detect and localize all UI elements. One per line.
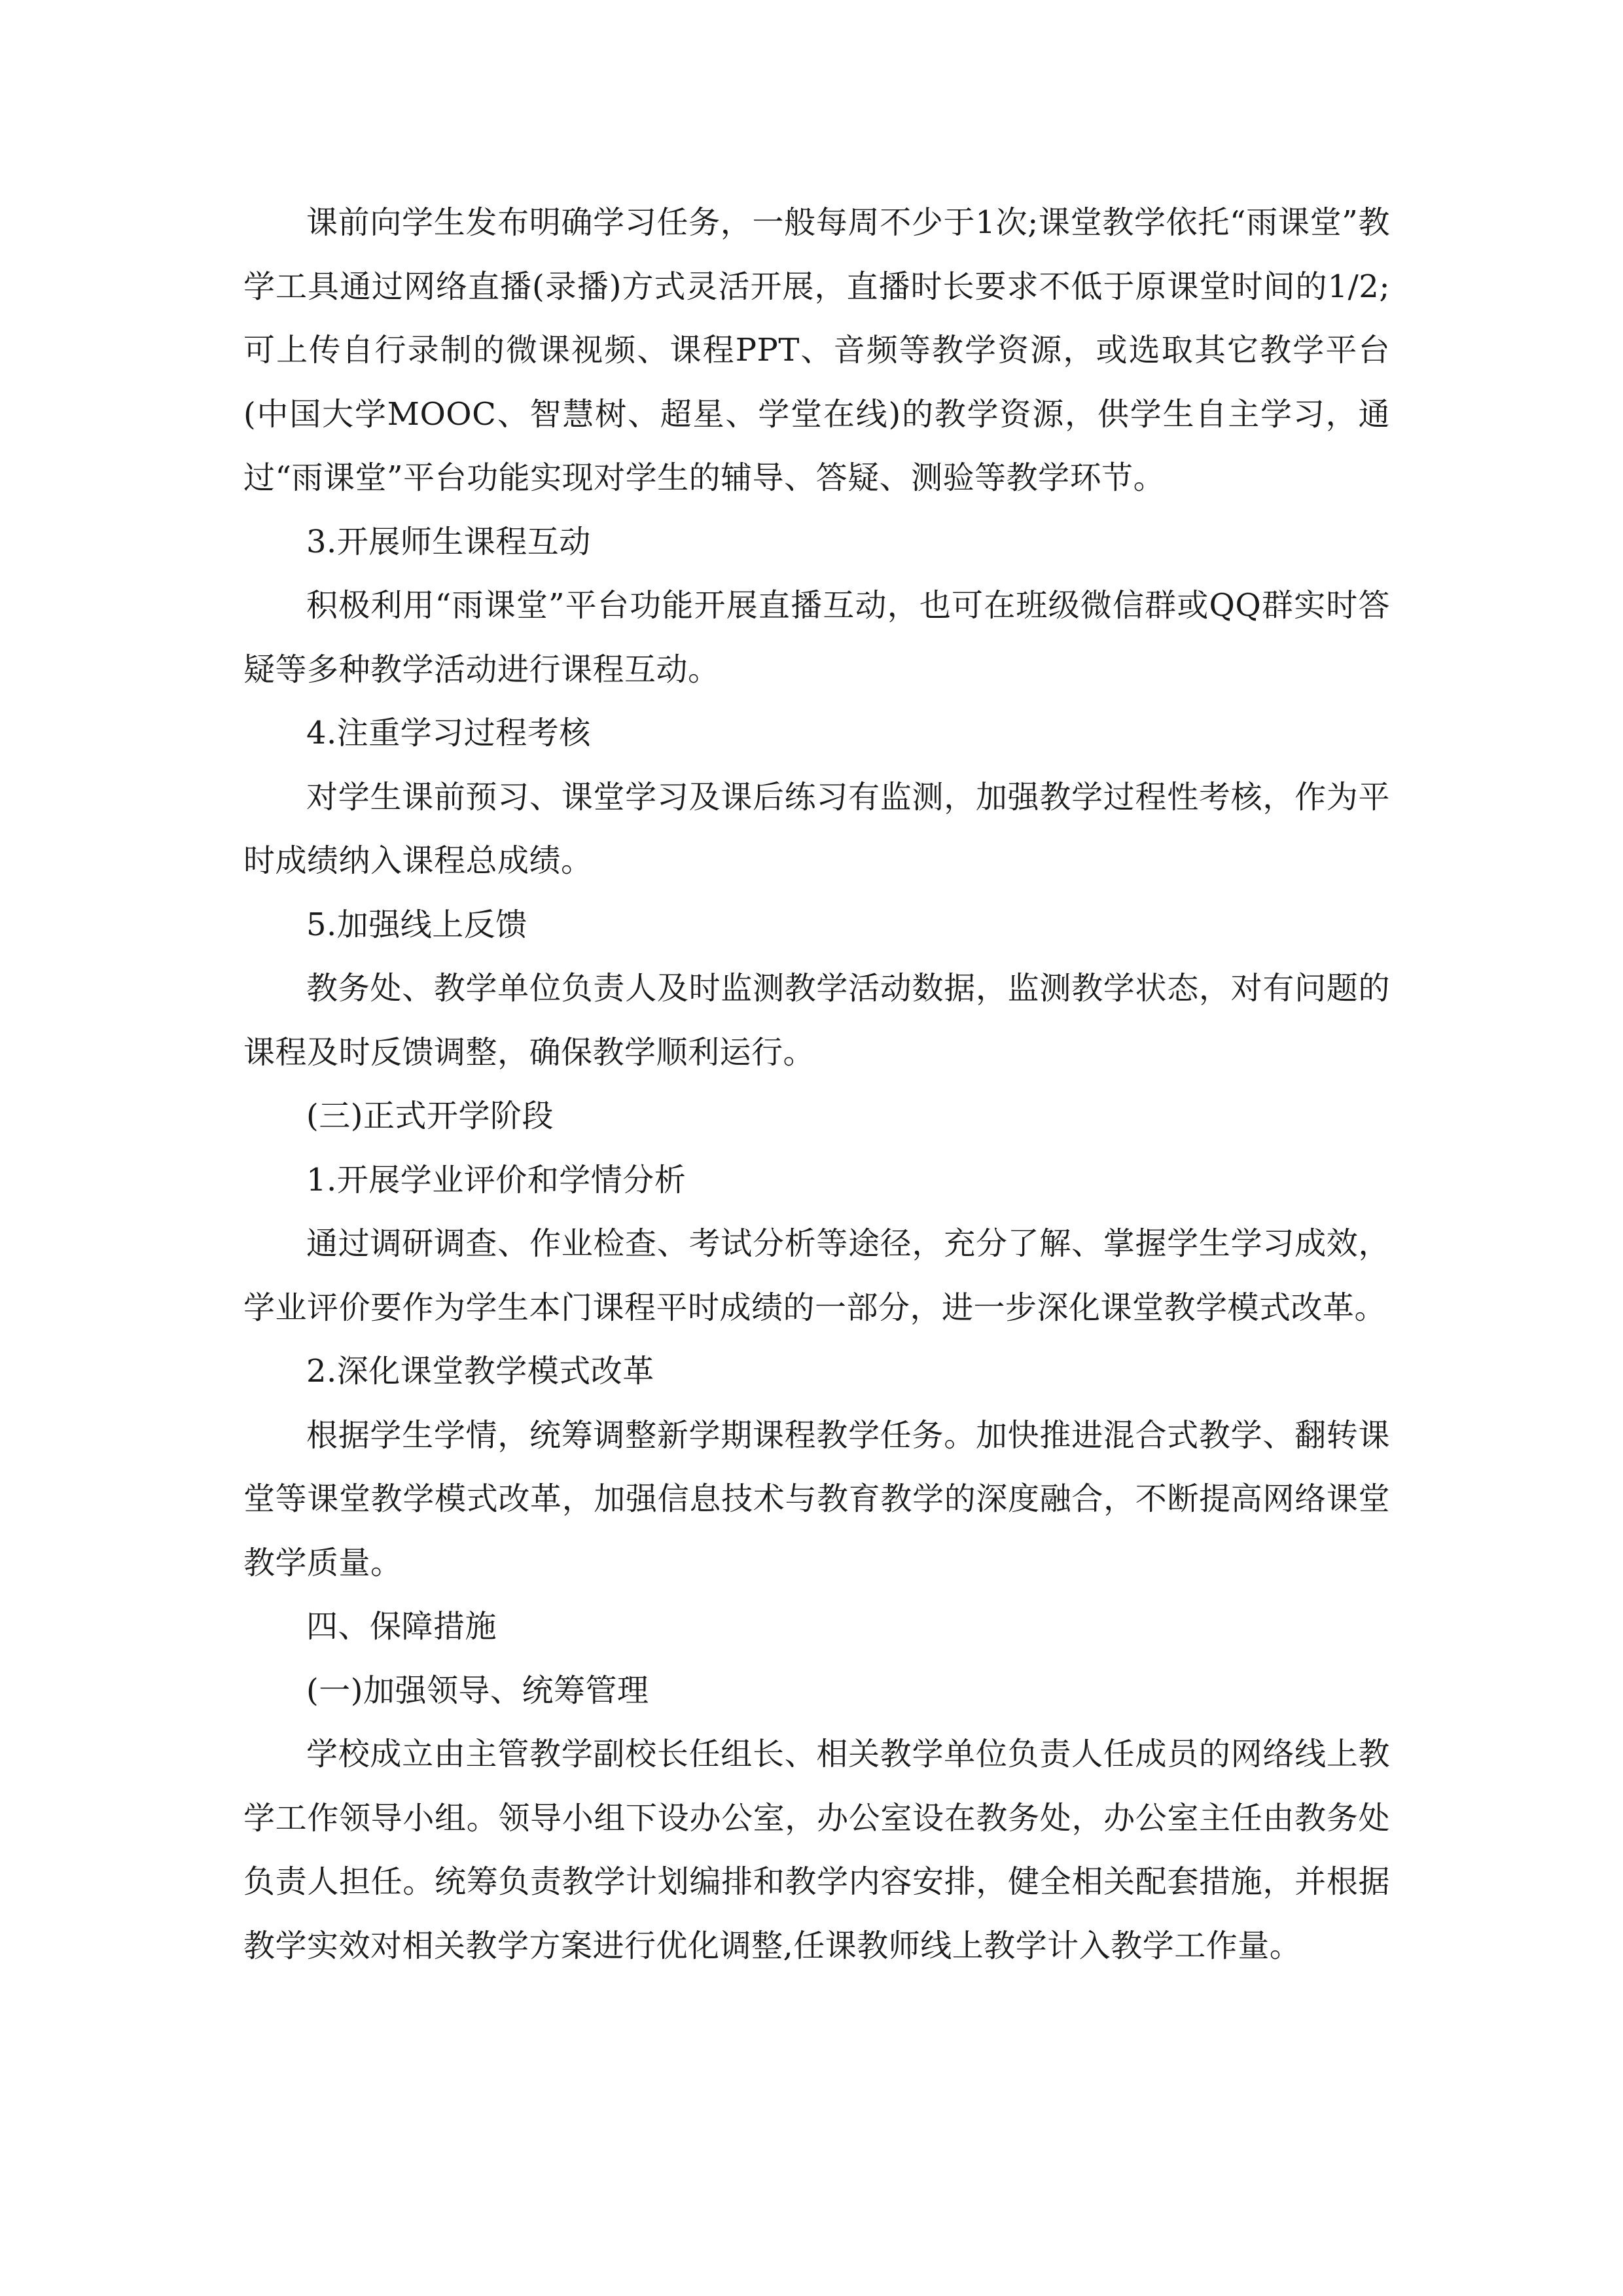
section-heading: 5.加强线上反馈 bbox=[306, 906, 527, 943]
body-paragraph: 积极利用“雨课堂”平台功能开展直播互动，也可在班级微信群或QQ群实时答疑等多种教学活动进行课程互动。 bbox=[243, 587, 1390, 688]
section-heading: 1.开展学业评价和学情分析 bbox=[306, 1161, 687, 1198]
section-heading: (一)加强领导、统筹管理 bbox=[306, 1672, 649, 1709]
body-paragraph: 对学生课前预习、课堂学习及课后练习有监测，加强教学过程性考核，作为平时成绩纳入课程总成绩。 bbox=[243, 778, 1390, 879]
document-body bbox=[243, 191, 1390, 1978]
section-heading: 2.深化课堂教学模式改革 bbox=[306, 1353, 654, 1390]
body-paragraph: 根据学生学情，统筹调整新学期课程教学任务。加快推进混合式教学、翻转课堂等课堂教学模式改革，加强信息技术与教育教学的深度融合，不断提高网络课堂教学质量。 bbox=[243, 1416, 1390, 1581]
body-paragraph: 学校成立由主管教学副校长任组长、相关教学单位负责人任成员的网络线上教学工作领导小组。领导小组下设办公室，办公室设在教务处，办公室主任由教务处负责人担任。统筹负责教学计划编排和教学内容安排，健全相关配套措施，并根据教学实效对相关教学方案进行优化调整,任课教师线上教学计入教学工作量。 bbox=[243, 1736, 1390, 1964]
section-heading: 四、保障措施 bbox=[306, 1608, 497, 1645]
section-heading: 4.注重学习过程考核 bbox=[306, 715, 591, 751]
section-heading: (三)正式开学阶段 bbox=[306, 1098, 554, 1134]
body-paragraph: 通过调研调查、作业检查、考试分析等途径，充分了解、掌握学生学习成效，学业评价要作为学生本门课程平时成绩的一部分，进一步深化课堂教学模式改革。 bbox=[243, 1225, 1390, 1326]
body-paragraph: 课前向学生发布明确学习任务，一般每周不少于1次;课堂教学依托“雨课堂”教学工具通过网络直播(录播)方式灵活开展，直播时长要求不低于原课堂时间的1/2;可上传自行录制的微课视频、课程PPT、音频等教学资源，或选取其它教学平台(中国大学MOOC、智慧树、超星、学堂在线)的教学资源，供学生自主学习，通过“雨课堂”平台功能实现对学生的辅导、答疑、测验等教学环节。 bbox=[243, 204, 1390, 496]
body-paragraph: 教务处、教学单位负责人及时监测教学活动数据，监测教学状态，对有问题的课程及时反馈调整，确保教学顺利运行。 bbox=[243, 970, 1390, 1071]
section-heading: 3.开展师生课程互动 bbox=[306, 523, 591, 560]
